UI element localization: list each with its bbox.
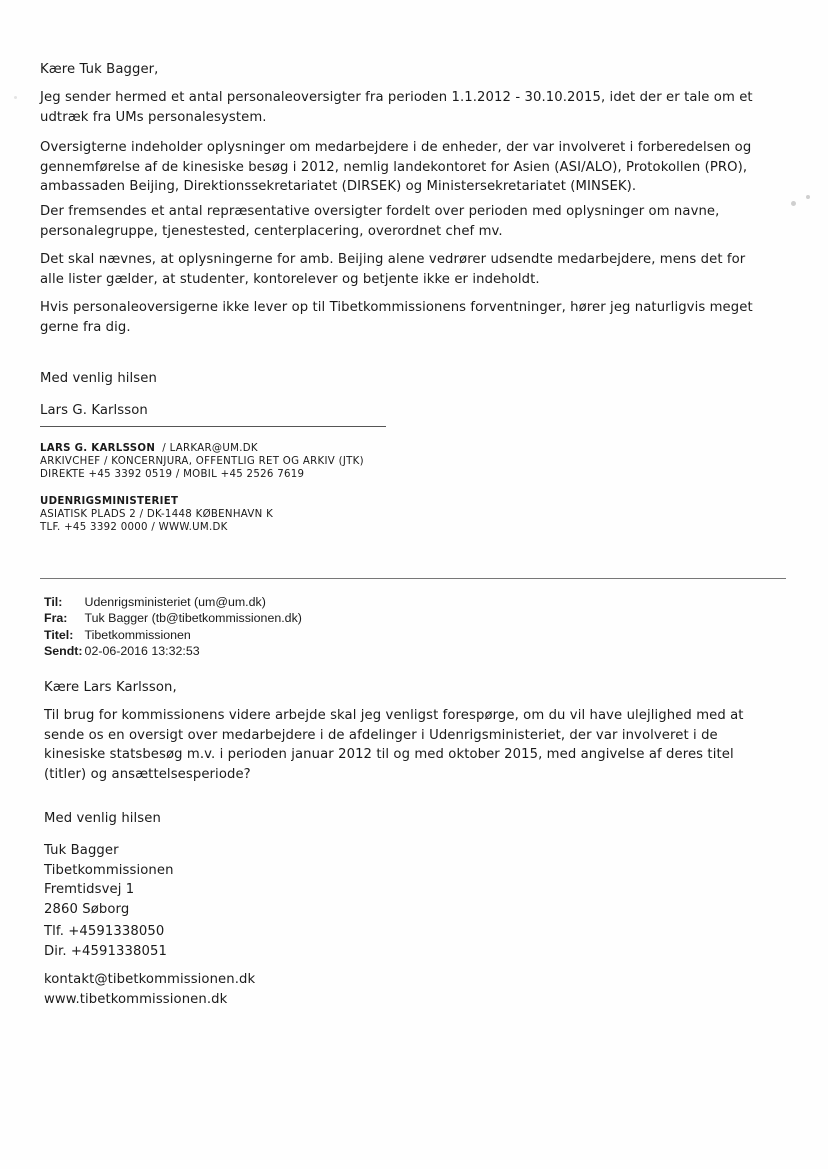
original-message-header bbox=[44, 594, 302, 660]
original-paragraph: Til brug for kommissionens videre arbejde skal jeg venligst forespørge, om du vil have ulejlighed med at sende os en oversigt over medarbejdere i de afdelinger i Udenrigsministeriet, der var involveret i de kinesiske statsbesøg m.v. i perioden januar 2012 til og med oktober 2015, med angivelse af deres titel (titler) og ansættelsesperiode? bbox=[44, 708, 744, 782]
header-row-sent bbox=[44, 643, 302, 659]
original-phones: Tlf. +4591338050 Dir. +4591338051 bbox=[44, 924, 167, 959]
original-greeting: Kære Lars Karlsson, bbox=[44, 680, 177, 695]
original-web: kontakt@tibetkommissionen.dk www.tibetkommissionen.dk bbox=[44, 972, 256, 1007]
signature-separator: / bbox=[162, 443, 167, 454]
scan-speck bbox=[14, 96, 17, 99]
reply-closing: Med venlig hilsen bbox=[40, 371, 157, 386]
reply-signer: Lars G. Karlsson bbox=[40, 403, 148, 418]
header-to-value: Udenrigsministeriet (um@um.dk) bbox=[84, 595, 266, 609]
reply-paragraph-4: Det skal nævnes, at oplysningerne for amb. Beijing alene vedrører udsendte medarbejdere, mens det for alle lister gælder, at studenter, kontorelever og betjente ikke er indeholdt. bbox=[40, 252, 746, 287]
signature-divider bbox=[40, 426, 386, 427]
signature-name-line bbox=[40, 443, 258, 456]
signature-org: UDENRIGSMINISTERIET bbox=[40, 496, 179, 507]
signature-contact: TLF. +45 3392 0000 / WWW.UM.DK bbox=[40, 522, 228, 533]
header-sent-value: 02-06-2016 13:32:53 bbox=[84, 644, 200, 659]
scan-speck bbox=[791, 201, 796, 206]
signature-name: LARS G. KARLSSON bbox=[40, 443, 156, 454]
signature-email: LARKAR@UM.DK bbox=[169, 443, 258, 454]
original-signature: Tuk Bagger Tibetkommissionen Fremtidsvej 1 2860 Søborg bbox=[44, 843, 174, 917]
original-closing: Med venlig hilsen bbox=[44, 811, 161, 826]
signature-phones: DIREKTE +45 3392 0519 / MOBIL +45 2526 7619 bbox=[40, 469, 305, 480]
header-from-value: Tuk Bagger (tb@tibetkommissionen.dk) bbox=[84, 611, 302, 626]
scan-speck bbox=[806, 195, 810, 199]
header-row-to bbox=[44, 594, 302, 610]
reply-paragraph-1: Jeg sender hermed et antal personaleoversigter fra perioden 1.1.2012 - 30.10.2015, idet der er tale om et udtræk fra UMs personalesystem. bbox=[40, 90, 753, 125]
header-row-from bbox=[44, 610, 302, 626]
header-row-subject bbox=[44, 627, 302, 643]
signature-title: ARKIVCHEF / KONCERNJURA, OFFENTLIG RET OG ARKIV (JTK) bbox=[40, 456, 364, 467]
reply-paragraph-3: Der fremsendes et antal repræsentative oversigter fordelt over perioden med oplysninger om navne, personalegruppe, tjenestested, centerplacering, overordnet chef mv. bbox=[40, 204, 720, 239]
reply-paragraph-2: Oversigterne indeholder oplysninger om medarbejdere i de enheder, der var involveret i forberedelsen og gennemførelse af de kinesiske besøg i 2012, nemlig landekontoret for Asien (ASI/ALO), Protokollen (PRO), ambassaden Beijing, Direktionssekretariatet (DIRSEK) og Ministersekretariatet (MINSEK). bbox=[40, 140, 752, 194]
reply-greeting: Kære Tuk Bagger, bbox=[40, 62, 159, 77]
header-subject-value: Tibetkommissionen bbox=[84, 627, 191, 642]
header-sent-label: Sendt: bbox=[44, 644, 83, 659]
header-to-label: Til: bbox=[44, 595, 63, 609]
reply-paragraph-5: Hvis personaleoversigerne ikke lever op til Tibetkommissionens forventninger, hører jeg naturligvis meget gerne fra dig. bbox=[40, 300, 753, 335]
signature-address: ASIATISK PLADS 2 / DK-1448 KØBENHAVN K bbox=[40, 509, 274, 520]
header-subject-label: Titel: bbox=[44, 627, 74, 642]
quoted-message-divider bbox=[40, 578, 786, 579]
header-from-label: Fra: bbox=[44, 611, 68, 626]
